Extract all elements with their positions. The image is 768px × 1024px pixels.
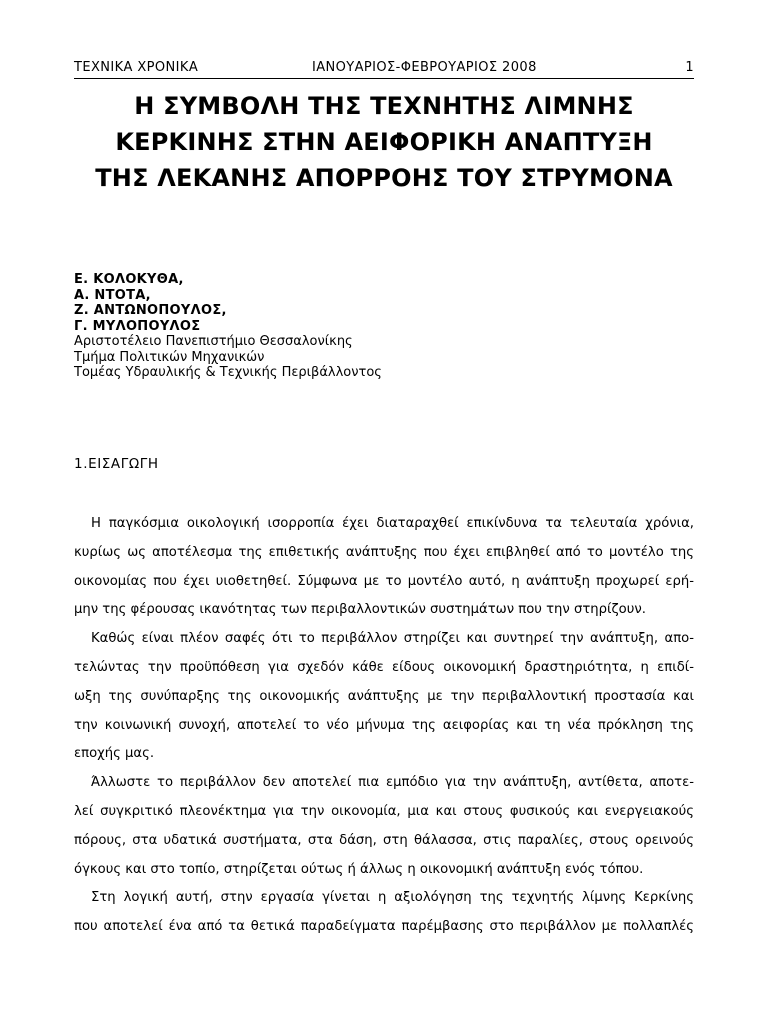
paragraph (74, 510, 694, 625)
text-line: Άλλωστε το περιβάλλον δεν αποτελεί πια εμπόδιο για την ανάπτυξη, αντίθετα, αποτε- (91, 775, 694, 791)
title-line: ΤΗΣ ΛΕΚΑΝΗΣ ΑΠΟΡΡΟΗΣ ΤΟΥ ΣΤΡΥΜΟΝΑ (95, 164, 673, 192)
running-header (74, 58, 694, 78)
paragraph (74, 769, 694, 884)
body-text (74, 510, 694, 942)
paragraph (74, 625, 694, 769)
text-line: κυρίως ως αποτέλεσμα της επιθετικής ανάπτυξης που έχει επιβληθεί από το μοντέλο της (74, 544, 694, 560)
text-line: την κοινωνική συνοχή, αποτελεί το νέο μήνυμα της αειφορίας και τη νέα πρόκληση της (74, 717, 694, 733)
text-line: Η παγκόσμια οικολογική ισορροπία έχει διαταραχθεί επικίνδυνα τα τελευταία χρόνια, (91, 516, 694, 531)
text-line: πόρους, στα υδατικά συστήματα, στα δάση, στη θάλασσα, στις παραλίες, στους ορεινούς (74, 832, 694, 848)
affiliation-line: Τμήμα Πολιτικών Μηχανικών (74, 349, 265, 365)
issue-date: ΙΑΝΟΥΑΡΙΟΣ-ΦΕΒΡΟΥΑΡΙΟΣ 2008 (312, 60, 537, 75)
title-line: ΚΕΡΚΙΝΗΣ ΣΤΗΝ ΑΕΙΦΟΡΙΚΗ ΑΝΑΠΤΥΞΗ (115, 128, 653, 156)
section-heading: 1.ΕΙΣΑΓΩΓΗ (74, 456, 159, 472)
title-line: Η ΣΥΜΒΟΛΗ ΤΗΣ ΤΕΧΝΗΤΗΣ ΛΙΜΝΗΣ (134, 92, 634, 120)
header-rule (74, 78, 694, 79)
text-line: που αποτελεί ένα από τα θετικά παραδείγματα παρέμβασης στο περιβάλλον με πολλαπλές (74, 919, 694, 935)
text-line: ωξη της συνύπαρξης της οικονομικής ανάπτυξης με την περιβαλλοντική προστασία και (74, 688, 694, 704)
text-line: Καθώς είναι πλέον σαφές ότι το περιβάλλον στηρίζει και συντηρεί την ανάπτυξη, απο- (91, 631, 694, 647)
text-line: οικονομίας που έχει υιοθετηθεί. Σύμφωνα με το μοντέλο αυτό, η ανάπτυξη προχωρεί ερή- (74, 573, 694, 589)
paragraph (74, 884, 694, 942)
text-line: μην της φέρουσας ικανότητας των περιβαλλοντικών συστημάτων που την στηρίζουν. (74, 602, 646, 618)
affiliation-line: Αριστοτέλειο Πανεπιστήμιο Θεσσαλονίκης (74, 334, 353, 349)
page-number: 1 (685, 60, 694, 75)
author-name: Γ. ΜΥΛΟΠΟΥΛΟΣ (74, 318, 201, 334)
author-name: Ε. ΚΟΛΟΚΥΘΑ, (74, 272, 184, 287)
article-title (74, 88, 694, 196)
author-block (74, 272, 694, 381)
journal-name: ΤΕΧΝΙΚΑ ΧΡΟΝΙΚΑ (74, 60, 199, 75)
author-name: Α. ΝΤΟΤΑ, (74, 287, 151, 303)
affiliation-line: Τομέας Υδραυλικής & Τεχνικής Περιβάλλοντος (74, 365, 382, 380)
text-line: εποχής μας. (74, 746, 155, 762)
text-line: τελώντας την προϋπόθεση για σχεδόν κάθε είδους οικονομική δραστηριότητα, η επιδί- (74, 659, 694, 675)
text-line: όγκους και στο τοπίο, στηρίζεται ούτως ή άλλως η οικονομική ανάπτυξη ενός τόπου. (74, 861, 644, 877)
author-name: Ζ. ΑΝΤΩΝΟΠΟΥΛΟΣ, (74, 303, 227, 318)
text-line: λεί συγκριτικό πλεονέκτημα για την οικονομία, μια και στους φυσικούς και ενεργειακούς (74, 803, 694, 819)
text-line: Στη λογική αυτή, στην εργασία γίνεται η αξιολόγηση της τεχνητής λίμνης Κερκίνης (91, 890, 694, 906)
